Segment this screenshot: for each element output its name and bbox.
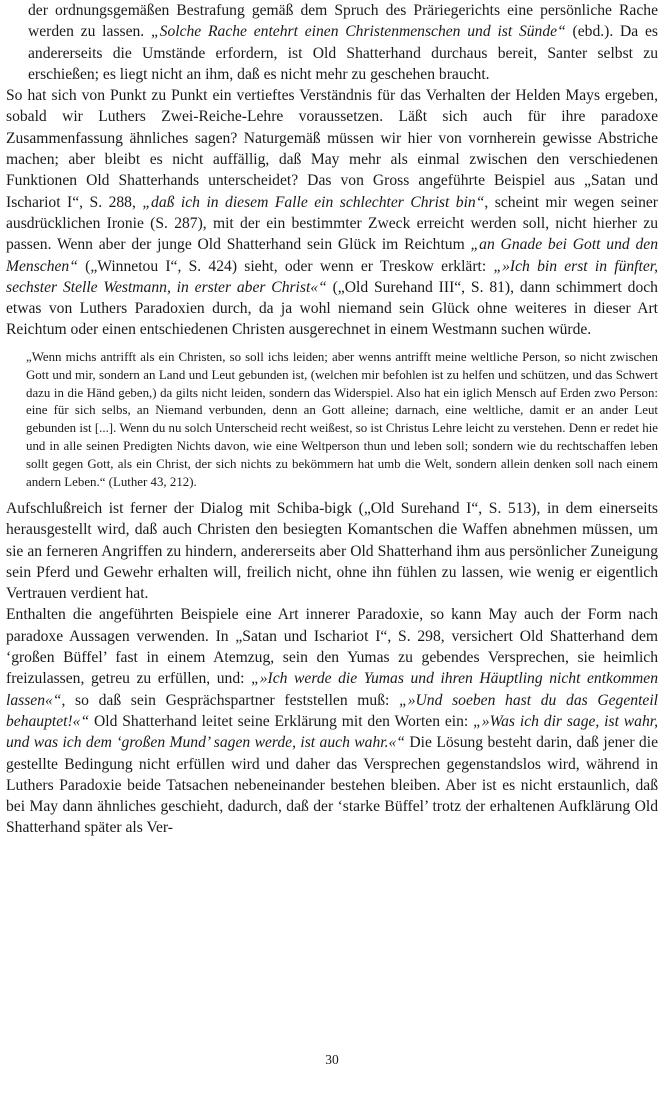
paragraph-luther [6, 85, 658, 341]
text-run: der ordnungsgemäßen Bestrafung gemäß dem Spruch des Präriegerichts eine persönliche Rache werden zu lassen. [28, 2, 658, 41]
text-run: So hat sich von Punkt zu Punkt ein vertieftes Verständnis für das Verhalten der Helden Mays ergeben, sobald wir Luthers Zwei-Reiche-Lehre voraussetzen. Läßt sich auch für ihre paradoxe Zusammenfassung ähnliches sagen? Naturgemäß müssen wir hier von vornherein gewisse Abstriche machen; aber bleibt es nicht auffällig, daß May mehr als einmal zwischen den verschiedenen Funktionen Old Shatterhands unterscheidet? Das von Gross angeführte Beispiel aus „Satan und Ischariot I“, S. 288, [6, 87, 658, 211]
text-run: (ebd.). Da es andererseits die Umstände erfordern, ist Old Shatterhand durchaus bereit, Santer selbst zu erschießen; es liegt nicht an ihm, daß es nicht mehr zu geschehen braucht. [28, 23, 658, 83]
paragraph-continued [6, 0, 658, 85]
text-run: Old Shatterhand leitet seine Erklärung mit den Worten ein: [89, 712, 474, 730]
block-quote-luther: „Wenn michs antrifft als ein Christen, so soll ichs leiden; aber wenns antrifft meine weltliche Person, so nicht zwischen Gott und mir, sondern an Land und Leut gebunden ist, (welchen mir befohlen ist zu helfen und schützen, und das Schwert dazu in die Händ geben,) da gilts nicht leiden, sondern das Widerspiel. Also hat ein iglich Mensch auf Erden zwo Person: eine für sich selbs, an Niemand verbunden, denn an Gott alleine; darnach, eine weltliche, damit er an ander Leut gebunden ist [...]. Wenn du nu solch Unterscheid recht weißest, so ist Christus Lehre leicht zu verstehen. Denn er redet hie und in alle seinen Predigten Nichts davon, wie eine Weltperson thun und leben soll; sondern wie du rechtschaffen leben sollt gegen Gott, als ein Christ, der sich nichts zu bekömmern hat umb die Welt, sondern allein denken soll nach einem andern Leben.“ (Luther 43, 212). [26, 349, 658, 490]
citation-italic: „an Gnade bei Gott und den Menschen“ [6, 236, 658, 275]
document-page [6, 0, 658, 1093]
citation-italic: „Solche Rache entehrt einen Christenmenschen und ist Sünde“ [150, 23, 566, 41]
page-number: 30 [325, 1052, 339, 1067]
paragraph-schiba-bigk [6, 498, 658, 604]
text-run: Aufschlußreich ist ferner der Dialog mit Schiba-bigk („Old Surehand I“, S. 513), in dem einerseits herausgestellt wird, daß auch Christen den besiegten Komantschen die Waffen abnehmen müssen, um sie an ferneren Angriffen zu hindern, andererseits aber Old Shatterhand ihm aus persönlicher Zuneigung sein Pferd und Gewehr erhalten will, freilich nicht, ohne ihn fühlen zu lassen, wie wenig er eigentlich Vertrauen verdient hat. [6, 500, 658, 603]
text-run: („Old Surehand III“, S. 81), dann schimmert doch etwas von Luthers Paradoxien durch, da ja wohl niemand sein Glück ohne weiteres in dieser Art Reichtum oder einen entschiedenen Christen ausgerechnet in einem Westmann suchen würde. [6, 278, 658, 339]
text-run: Enthalten die angeführten Beispiele eine Art innerer Paradoxie, so kann May auch der Form nach paradoxe Aussagen verwenden. In „Satan und Ischariot I“, S. 298, versichert Old Shatterhand dem ‘großen Büffel’ fast in einem Atemzug, sein den Yumas zu gebendes Versprechen, sie heimlich freizulassen, getreu zu erfüllen, und: [6, 606, 658, 688]
text-run: („Winnetou I“, S. 424) sieht, oder wenn er Treskow erklärt: [77, 257, 494, 275]
citation-italic: „»Was ich dir sage, ist wahr, und was ich dem ‘großen Mund’ sagen werde, ist auch wahr.«“ [6, 712, 658, 752]
citation-italic: „»Ich bin erst in fünfter, sechster Stelle Westmann, in erster aber Christ«“ [6, 257, 659, 296]
text-run: , so daß sein Gesprächspartner feststellen muß: [61, 691, 400, 709]
text-run: Die Lösung besteht darin, daß jener die gestellte Bedingung nicht erfüllen wird und daher das Versprechen gegenstandslos wird, während in Luthers Paradoxie beide Tatsachen nebeneinander bestehen bleiben. Aber ist es nicht erstaunlich, daß bei May dann ähnliches geschieht, dadurch, daß der ‘starke Büffel’ trotz der erhaltenen Aufklärung Old Shatterhand später als Ver- [6, 734, 658, 837]
citation-italic: „»Ich werde die Yumas und ihren Häuptling nicht entkommen lassen«“ [6, 670, 658, 709]
citation-italic: „daß ich in diesem Falle ein schlechter Christ bin“ [142, 193, 485, 211]
text-run: , scheint mir wegen seiner ausdrücklichen Ironie (S. 287), mit der ein bestimmter Zweck erreicht werden soll, nicht hierher zu passen. Wenn aber der junge Old Shatterhand sein Glück im Reichtum [6, 193, 658, 254]
paragraph-paradox [6, 604, 658, 838]
citation-italic: „»Und soeben hast du das Gegenteil behauptet!«“ [6, 691, 658, 730]
